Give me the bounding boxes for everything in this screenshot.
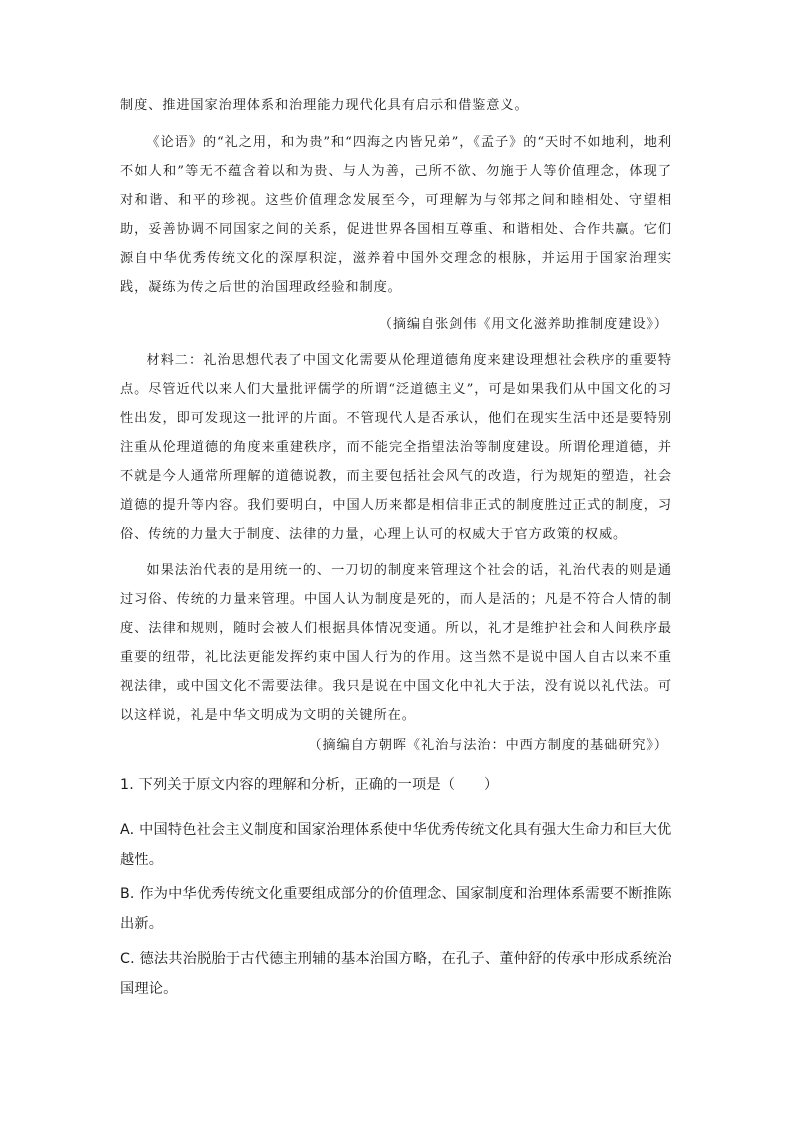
question-stem: 1. 下列关于原文内容的理解和分析，正确的一项是（ ）	[120, 777, 499, 793]
option-b[interactable]: B. 作为中华优秀传统文化重要组成部分的价值理念、国家制度和治理体系需要不断推陈出新。	[120, 886, 672, 932]
paragraph-material-two: 材料二：礼治思想代表了中国文化需要从伦理道德角度来建设理想社会秩序的重要特点。尽管近代以来人们大量批评儒学的所谓“泛道德主义”，可是如果我们从中国文化的习性出发，即可发现这一批评的片面。不管现代人是否承认，他们在现实生活中还是要特别注重从伦理道德的角度来重建秩序，而不能完全指望法治等制度建设。所谓伦理道德，并不就是今人通常所理解的道德说教，而主要包括社会风气的改造，行为规矩的塑造，社会道德的提升等内容。我们要明白，中国人历来都是相信非正式的制度胜过正式的制度，习俗、传统的力量大于制度、法律的力量，心理上认可的权威大于官方政策的权威。	[120, 353, 672, 542]
option-a[interactable]: A. 中国特色社会主义制度和国家治理体系使中华优秀传统文化具有强大生命力和巨大优越性。	[120, 822, 672, 868]
option-c[interactable]: C. 德法共治脱胎于古代德主刑辅的基本治国方略，在孔子、董仲舒的传承中形成系统治国理论。	[120, 951, 672, 997]
source-citation-2: （摘编自方朝晖《礼治与法治：中西方制度的基础研究》）	[308, 738, 668, 753]
paragraph-analects: 《论语》的“礼之用，和为贵”和“四海之内皆兄弟”，《孟子》的“天时不如地利，地利不如人和”等无不蕴含着以和为贵、与人为善，己所不欲、勿施于人等价值理念，体现了对和谐、和平的珍视。这些价值理念发展至今，可理解为与邻邦之间和睦相处、守望相助，妥善协调不同国家之间的关系，促进世界各国相互尊重、和谐相处、合作共赢。它们源自中华优秀传统文化的深厚积淀，滋养着中国外交理念的根脉，并运用于国家治理实践，凝练为传之后世的治国理政经验和制度。	[120, 135, 672, 295]
source-citation-1: （摘编自张剑伟《用文化滋养助推制度建设》）	[378, 317, 668, 332]
paragraph-rule-of-rites: 如果法治代表的是用统一的、一刀切的制度来管理这个社会的话，礼治代表的则是通过习俗、传统的力量来管理。中国人认为制度是死的，而人是活的；凡是不符合人情的制度、法律和规则，随时会被人们根据具体情况变通。所以，礼才是维护社会和人间秩序最重要的纽带，礼比法更能发挥约束中国人行为的作用。这当然不是说中国人自古以来不重视法律，或中国文化不需要法律。我只是说在中国文化中礼大于法，没有说以礼代法。可以这样说，礼是中华文明成为文明的关键所在。	[120, 563, 672, 723]
paragraph-continuation: 制度、推进国家治理体系和治理能力现代化具有启示和借鉴意义。	[120, 98, 529, 113]
